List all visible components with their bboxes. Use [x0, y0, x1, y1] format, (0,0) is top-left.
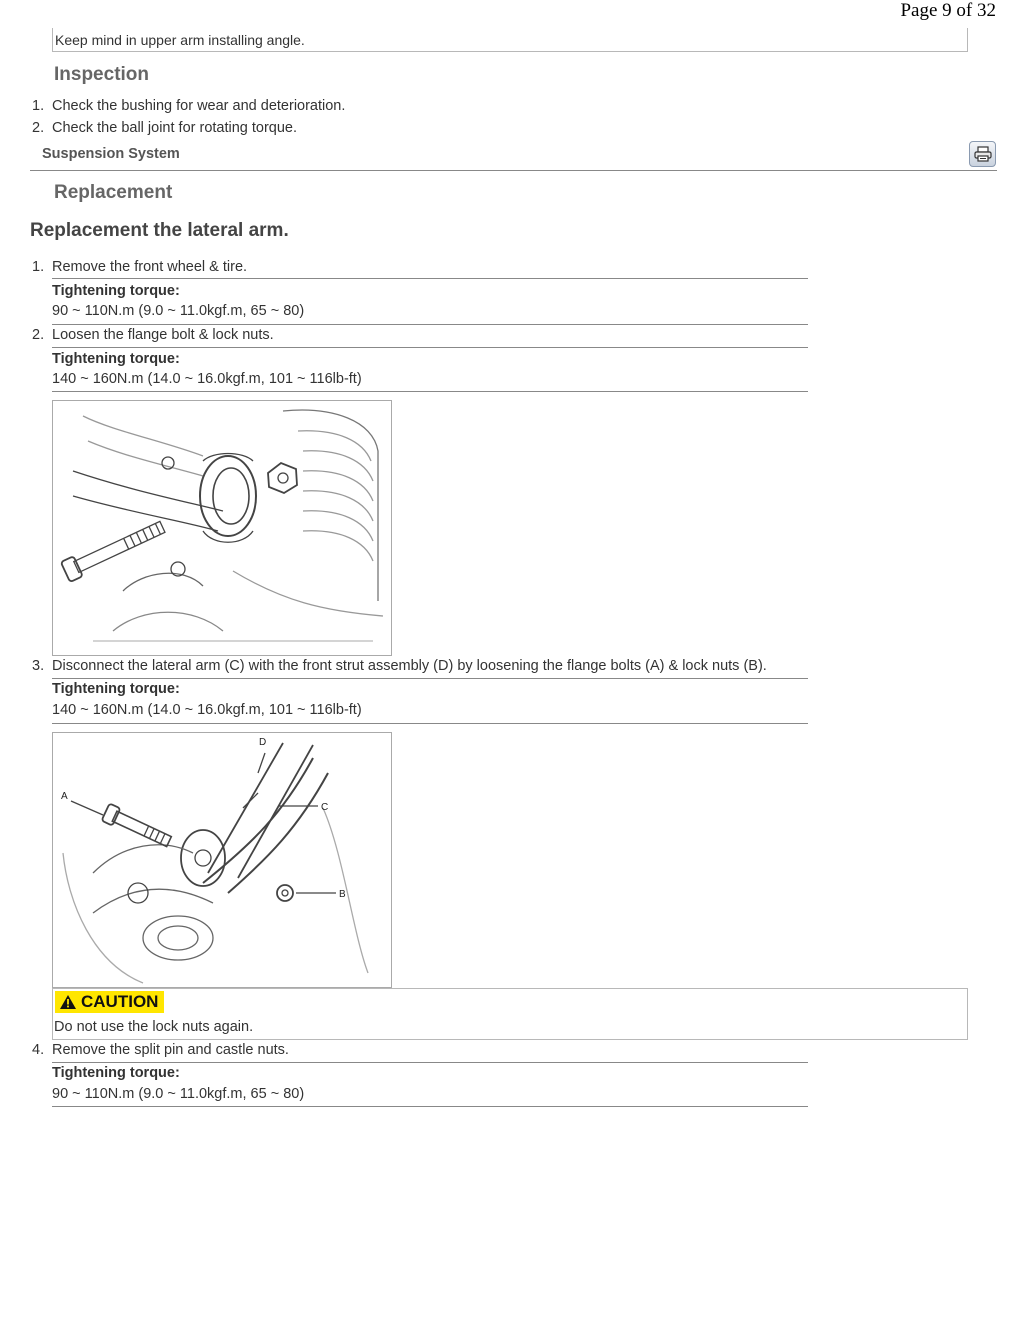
- torque-label: Tightening torque:: [52, 1065, 180, 1081]
- figure-flange-bolt: [52, 400, 392, 656]
- step-divider: [52, 1106, 808, 1107]
- step-item: [32, 259, 247, 275]
- list-text: Check the ball joint for rotating torque.: [52, 120, 298, 136]
- replacement-heading: Replacement: [54, 182, 173, 203]
- step-divider: [52, 278, 808, 279]
- step-number: 1.: [32, 259, 45, 275]
- main-heading: Replacement the lateral arm.: [30, 220, 289, 241]
- step-divider: [52, 723, 808, 724]
- torque-value: 90 ~ 110N.m (9.0 ~ 11.0kgf.m, 65 ~ 80): [52, 1086, 305, 1102]
- section-title: Suspension System: [42, 146, 180, 162]
- step-divider: [52, 347, 808, 348]
- warning-triangle-icon: [59, 994, 77, 1010]
- flange-bolt-illustration: [53, 401, 391, 655]
- label-a: A: [61, 791, 68, 802]
- step-divider: [52, 324, 808, 325]
- label-c: C: [321, 802, 329, 813]
- list-number: 1.: [32, 98, 45, 114]
- torque-value: 90 ~ 110N.m (9.0 ~ 11.0kgf.m, 65 ~ 80): [52, 303, 305, 319]
- torque-value: 140 ~ 160N.m (14.0 ~ 16.0kgf.m, 101 ~ 116lb-ft): [52, 371, 362, 387]
- figure-lateral-arm: [52, 732, 392, 988]
- torque-label: Tightening torque:: [52, 681, 180, 697]
- step-item: [32, 327, 274, 343]
- caution-box: [52, 988, 968, 1040]
- list-number: 2.: [32, 120, 45, 136]
- page-number: Page 9 of 32: [900, 0, 996, 21]
- step-divider: [52, 678, 808, 679]
- step-number: 4.: [32, 1042, 45, 1058]
- step-divider: [52, 391, 808, 392]
- step-text: Loosen the flange bolt & lock nuts.: [52, 327, 274, 343]
- section-divider: [30, 170, 997, 171]
- step-text: Remove the front wheel & tire.: [52, 259, 248, 275]
- inspection-heading: Inspection: [54, 64, 150, 85]
- printer-icon: [974, 146, 992, 162]
- torque-label: Tightening torque:: [52, 283, 180, 299]
- step-divider: [52, 1062, 808, 1063]
- step-text: Remove the split pin and castle nuts.: [52, 1042, 289, 1058]
- step-number: 3.: [32, 658, 45, 674]
- list-item: [32, 120, 297, 136]
- list-text: Check the bushing for wear and deterioration.: [52, 98, 346, 114]
- note-box: [52, 28, 968, 52]
- list-item: [32, 98, 345, 114]
- step-item: [32, 1042, 289, 1058]
- print-button[interactable]: [969, 141, 996, 167]
- label-b: B: [339, 889, 346, 900]
- label-d: D: [259, 737, 267, 748]
- step-text: Disconnect the lateral arm (C) with the front strut assembly (D) by loosening the flange bolts (A) & lock nuts (B).: [52, 658, 767, 674]
- note-text: Keep mind in upper arm installing angle.: [55, 32, 305, 48]
- lateral-arm-illustration: [53, 733, 391, 987]
- caution-text: Do not use the lock nuts again.: [54, 1019, 254, 1035]
- torque-label: Tightening torque:: [52, 351, 180, 367]
- caution-badge: [55, 991, 164, 1013]
- caution-label: CAUTION: [81, 992, 159, 1011]
- step-number: 2.: [32, 327, 45, 343]
- step-item: [32, 658, 767, 674]
- torque-value: 140 ~ 160N.m (14.0 ~ 16.0kgf.m, 101 ~ 116lb-ft): [52, 702, 362, 718]
